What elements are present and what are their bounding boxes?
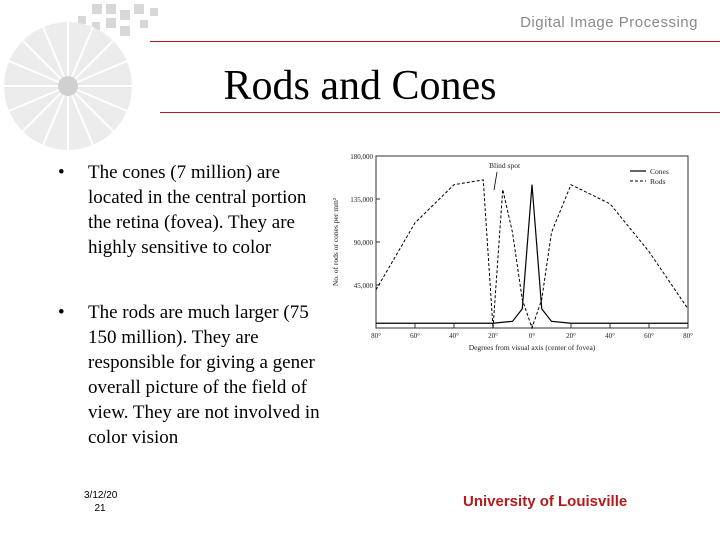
y-tick-label: 180,000: [350, 153, 373, 161]
series-line-cones: [376, 185, 688, 324]
x-tick-label: 20°: [488, 332, 498, 340]
bullet-icon: •: [58, 302, 65, 323]
y-tick-label: 135,000: [350, 196, 373, 204]
footer-page-number: 21: [94, 503, 106, 514]
title-rule: [160, 112, 720, 113]
footer-date-page: [84, 489, 116, 515]
y-tick-label: 45,000: [353, 282, 373, 290]
bullet-list: [58, 160, 328, 450]
bullet-item-rods: [58, 300, 328, 450]
y-tick-label: 90,000: [353, 239, 373, 247]
bullet-item-cones: [58, 160, 328, 260]
x-axis-label: Degrees from visual axis (center of fovea): [468, 343, 596, 352]
header-rule: [150, 41, 720, 42]
bullet-icon: •: [58, 162, 65, 183]
x-tick-label: 0°: [528, 332, 536, 340]
legend-label: Cones: [650, 167, 669, 176]
blind-spot-pointer: [494, 172, 497, 190]
chart-frame: [376, 156, 688, 328]
y-axis-label: No. of rods or cones per mm²: [331, 197, 340, 287]
slide-title-text: Rods and Cones: [223, 63, 497, 109]
x-tick-label: 40°: [605, 332, 615, 340]
slide-title: [0, 62, 720, 110]
bullet-text-cones: The cones (7 million) are located in the central portion the retina (fovea). They are highly sensitive to color: [88, 162, 307, 258]
x-tick-label: 60°: [410, 332, 420, 340]
bullet-text-rods: The rods are much larger (75 150 million). They are responsible for giving a gener overall picture of the field of view. They are not involved in color vision: [88, 302, 320, 448]
footer-date: 3/12/20: [84, 490, 118, 501]
rods-cones-chart: [328, 148, 700, 363]
legend-label: Rods: [650, 177, 666, 186]
footer-university: University of Louisville: [463, 493, 628, 510]
x-tick-label: 80°: [371, 332, 381, 340]
x-tick-label: 80°: [683, 332, 693, 340]
x-tick-label: 40°: [449, 332, 459, 340]
x-tick-label: 20°: [566, 332, 576, 340]
blind-spot-label: Blind spot: [489, 161, 521, 170]
series-line-rods: [376, 180, 688, 328]
x-tick-label: 60°: [644, 332, 654, 340]
course-header: Digital Image Processing: [520, 14, 698, 31]
